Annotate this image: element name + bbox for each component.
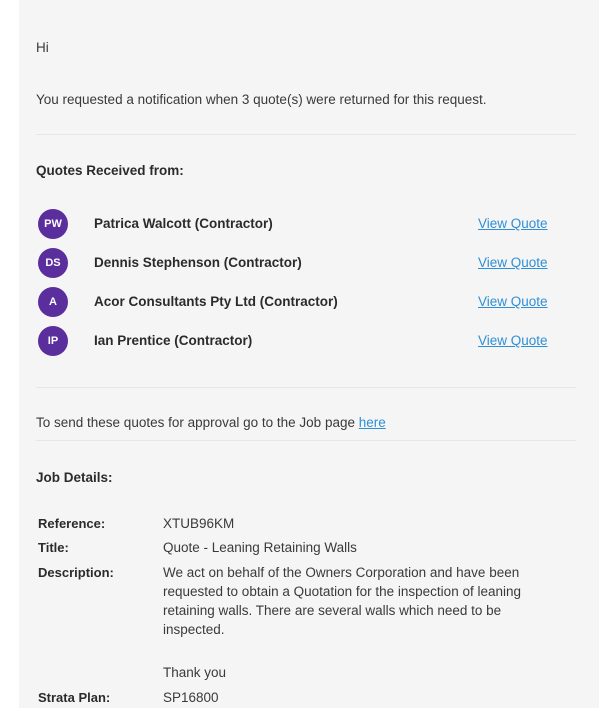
divider: [36, 387, 576, 388]
job-page-link[interactable]: here: [358, 415, 386, 430]
contractor-row: [36, 248, 576, 278]
contractor-name: Acor Consultants Pty Ltd (Contractor): [94, 294, 338, 309]
view-quote-link[interactable]: View Quote: [478, 216, 548, 231]
title-label: Title:: [38, 540, 69, 555]
description-label: Description:: [38, 565, 114, 580]
intro-text: You requested a notification when 3 quote(s) were returned for this request.: [36, 92, 487, 107]
title-value: Quote - Leaning Retaining Walls: [163, 540, 357, 555]
reference-value: XTUB96KM: [163, 516, 235, 531]
greeting: Hi: [36, 40, 49, 55]
contractor-row: [36, 326, 576, 356]
view-quote-link[interactable]: View Quote: [478, 294, 548, 309]
strata-plan-value: SP16800: [163, 690, 219, 705]
description-value: We act on behalf of the Owners Corporation and have been requested to obtain a Quotation for the inspection of leaning retaining walls. There are several walls which need to be inspected.: [163, 565, 522, 637]
contractor-row: [36, 287, 576, 317]
divider: [36, 440, 576, 441]
divider: [36, 134, 576, 135]
job-details-title: Job Details:: [36, 470, 113, 485]
thanks-text: Thank you: [163, 665, 227, 680]
avatar: PW: [38, 209, 68, 239]
contractor-row: [36, 209, 576, 239]
view-quote-link[interactable]: View Quote: [478, 333, 548, 348]
avatar: IP: [38, 326, 68, 356]
avatar: A: [38, 287, 68, 317]
approval-text: [36, 415, 386, 430]
reference-label: Reference:: [38, 516, 106, 531]
strata-plan-label: Strata Plan:: [38, 690, 111, 705]
avatar: DS: [38, 248, 68, 278]
contractor-name: Patrica Walcott (Contractor): [94, 216, 273, 231]
contractor-name: Dennis Stephenson (Contractor): [94, 255, 302, 270]
approval-label: To send these quotes for approval go to the Job page: [36, 415, 359, 430]
view-quote-link[interactable]: View Quote: [478, 255, 548, 270]
quotes-title: Quotes Received from:: [36, 163, 184, 178]
contractor-name: Ian Prentice (Contractor): [94, 333, 253, 348]
